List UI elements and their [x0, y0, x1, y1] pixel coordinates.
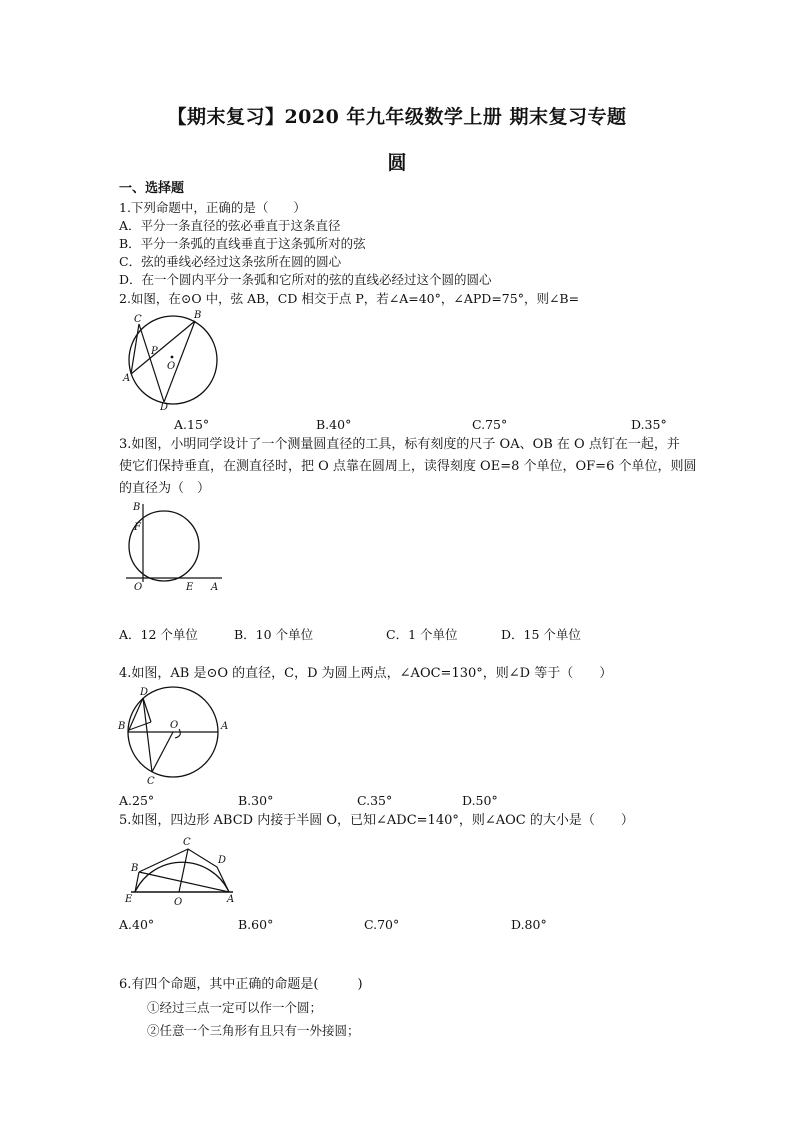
page-title: 【期末复习】2020 年九年级数学上册 期末复习专题	[167, 106, 627, 128]
q2-option-d: D.35°	[631, 417, 667, 432]
q3-label-o: O	[134, 582, 143, 593]
q2-stem: 2.如图，在⊙O 中，弦 AB，CD 相交于点 P，若∠A=40°，∠APD=75°，则∠B=	[119, 291, 580, 306]
q4-option-a: A.25°	[119, 793, 155, 808]
q4-option-c: C.35°	[357, 793, 393, 808]
q3-stem-line-3: 的直径为（ ）	[119, 481, 211, 496]
q1-option-c: C．弦的垂线必经过这条弦所在圆的圆心	[119, 254, 342, 269]
q5-semicircle-figure	[117, 835, 242, 910]
page-subtitle: 圆	[387, 152, 407, 174]
q2-label-p: P	[151, 346, 158, 357]
q5-label-c: C	[183, 837, 191, 848]
q5-option-d: D.80°	[511, 917, 547, 932]
q2-label-o: O	[167, 361, 176, 372]
q3-stem-line-1: 3.如图，小明同学设计了一个测量圆直径的工具，标有刻度的尺子 OA、OB 在 O 点钉在一起，并	[119, 437, 680, 452]
q3-label-a: A	[211, 582, 219, 593]
q4-circle-figure	[117, 684, 235, 790]
q2-option-b: B.40°	[316, 417, 352, 432]
q5-option-a: A.40°	[119, 917, 155, 932]
q5-label-b: B	[131, 863, 139, 874]
q2-circle-figure	[115, 308, 225, 413]
q4-label-c: C	[147, 776, 155, 787]
q4-label-a: A	[221, 721, 229, 732]
q4-stem: 4.如图，AB 是⊙O 的直径，C，D 为圆上两点，∠AOC=130°，则∠D 等于（ ）	[119, 666, 613, 681]
q4-option-d: D.50°	[462, 793, 498, 808]
q5-option-b: B.60°	[238, 917, 274, 932]
q2-label-d: D	[160, 402, 169, 413]
q3-option-c: C．1 个单位	[386, 627, 458, 642]
q2-label-c: C	[134, 314, 142, 325]
q1-option-d: D．在一个圆内平分一条弧和它所对的弦的直线必经过这个圆的圆心	[119, 272, 492, 287]
q5-label-d: D	[218, 855, 227, 866]
q3-label-e: E	[186, 582, 194, 593]
q3-label-b: B	[133, 502, 141, 513]
q6-item-1: ①经过三点一定可以作一个圆；	[147, 1000, 323, 1015]
q2-option-c: C.75°	[472, 417, 508, 432]
q4-option-b: B.30°	[238, 793, 274, 808]
q4-label-b: B	[118, 721, 126, 732]
q5-stem: 5.如图，四边形 ABCD 内接于半圆 O，已知∠ADC=140°，则∠AOC 的大小是（ ）	[119, 813, 634, 828]
q1-option-a: A．平分一条直径的弦必垂直于这条直径	[119, 218, 341, 233]
q3-option-b: B．10 个单位	[234, 627, 314, 642]
q3-option-a: A．12 个单位	[119, 627, 198, 642]
q3-option-d: D．15 个单位	[501, 627, 581, 642]
q3-ruler-figure	[124, 498, 229, 593]
q5-label-e: E	[125, 894, 133, 905]
q5-label-a: A	[227, 894, 235, 905]
q2-label-a: A	[123, 373, 131, 384]
q6-item-2: ②任意一个三角形有且只有一外接圆；	[147, 1023, 360, 1038]
q1-stem: 1.下列命题中，正确的是（ ）	[119, 200, 306, 215]
q5-label-o: O	[174, 897, 183, 908]
q6-stem: 6.有四个命题，其中正确的命题是( )	[119, 977, 363, 992]
q1-option-b: B．平分一条弧的直线垂直于这条弧所对的弦	[119, 236, 366, 251]
q3-stem-line-2: 使它们保持垂直，在测直径时，把 O 点靠在圆周上，读得刻度 OE=8 个单位，OF=6 个单位，则圆	[119, 459, 697, 474]
q2-label-b: B	[194, 310, 202, 321]
q2-option-a: A.15°	[174, 417, 210, 432]
q4-label-o: O	[170, 720, 179, 731]
q4-label-d: D	[140, 687, 149, 698]
q3-label-f: F	[134, 522, 141, 533]
q5-option-c: C.70°	[364, 917, 400, 932]
section-heading: 一、选择题	[119, 181, 185, 196]
